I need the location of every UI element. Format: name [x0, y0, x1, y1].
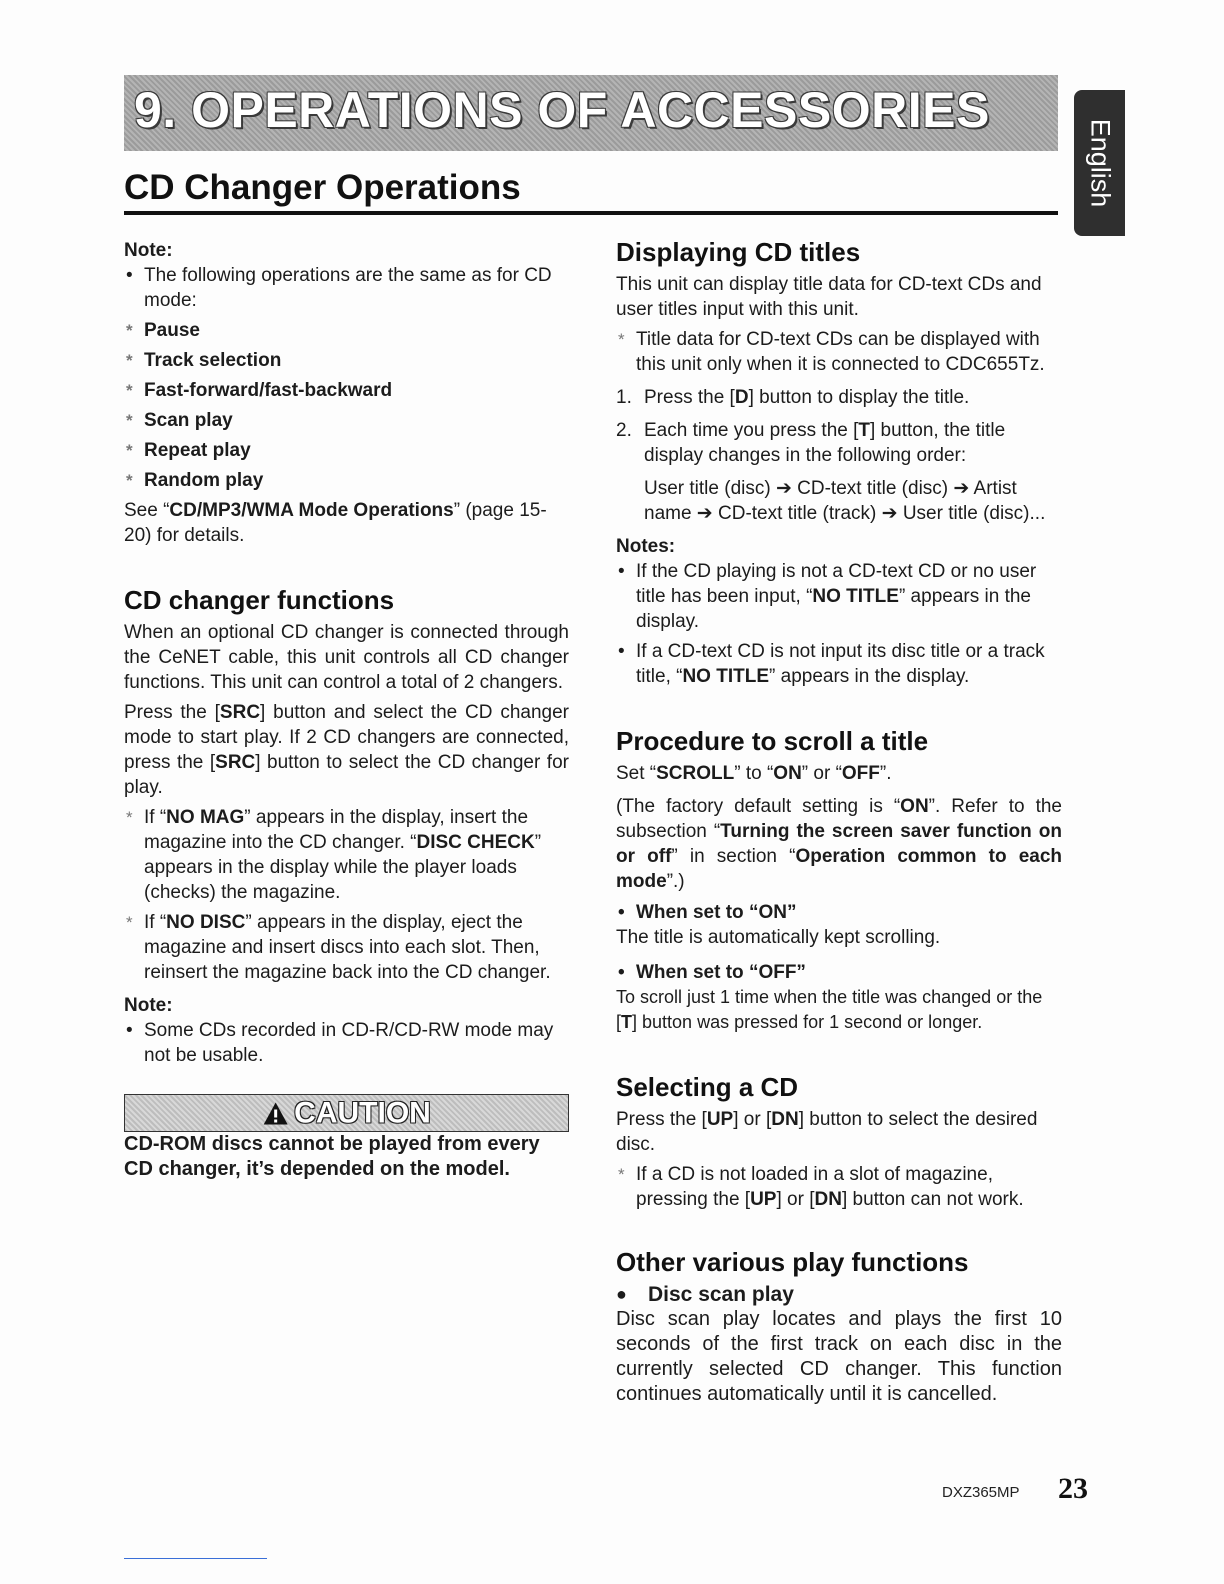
caution-banner [124, 1094, 569, 1132]
language-tab [1074, 90, 1125, 236]
note-bullet: • The following operations are the same as for CD mode: [124, 263, 569, 313]
star-note: * If a CD is not loaded in a slot of magazine, pressing the [UP] or [DN] button can not work. [616, 1162, 1062, 1212]
sub-heading: • When set to “OFF” [616, 960, 1062, 985]
operations-list [124, 318, 569, 493]
section-heading: Displaying CD titles [616, 237, 861, 267]
list-item: * Scan play [124, 408, 569, 433]
star-note: * If “NO MAG” appears in the display, insert the magazine into the CD changer. “DISC CHECK” appears in the display while the player loads (checks) the magazine. [124, 805, 569, 905]
page-title: CD Changer Operations [124, 168, 521, 207]
paragraph: This unit can display title data for CD-text CDs and user titles input with this unit. [616, 274, 1042, 320]
paragraph: (The factory default setting is “ON”. Refer to the subsection “Turning the screen saver function on or off” in section “Operation common to each mode”.) [616, 796, 1062, 892]
note-bullet: • Some CDs recorded in CD-R/CD-RW mode may not be usable. [124, 1018, 569, 1068]
reference-link: Turning the screen saver function on or off [616, 821, 1062, 867]
paragraph: Press the [SRC] button and select the CD changer mode to start play. If 2 CD changers are connected, press the [SRC] button to select the CD changer for play. [124, 702, 569, 798]
sub-heading: ● Disc scan play [616, 1282, 1062, 1307]
left-column [124, 238, 569, 1182]
note-bullet: • If a CD-text CD is not input its disc title or a track title, “NO TITLE” appears in the display. [616, 639, 1062, 689]
caution-text: CD-ROM discs cannot be played from every CD changer, it’s depended on the model. [124, 1133, 540, 1180]
note-bullet: • If the CD playing is not a CD-text CD or no user title has been input, “NO TITLE” appears in the display. [616, 559, 1062, 634]
note-heading: Note: [124, 240, 173, 261]
paragraph: Set “SCROLL” to “ON” or “OFF”. [616, 763, 892, 784]
list-item: * Fast-forward/fast-backward [124, 378, 569, 403]
list-item: * Pause [124, 318, 569, 343]
note-heading: Note: [124, 995, 173, 1016]
section-heading: Selecting a CD [616, 1072, 799, 1102]
model-number: DXZ365MP [942, 1484, 1020, 1501]
section-title: 9. OPERATIONS OF ACCESSORIES [134, 82, 990, 138]
section-heading: CD changer functions [124, 585, 395, 615]
footer-divider [124, 1558, 267, 1559]
step-item: 1. Press the [D] button to display the title. [616, 387, 970, 408]
paragraph: Disc scan play locates and plays the first 10 seconds of the first track on each disc in the currently selected CD changer. This function continues automatically until it is cancelled. [616, 1308, 1062, 1405]
paragraph: To scroll just 1 time when the title was changed or the [T] button was pressed for 1 second or longer. [616, 987, 1043, 1032]
list-item: * Track selection [124, 348, 569, 373]
paragraph: The title is automatically kept scrolling. [616, 927, 941, 948]
reference-link: CD/MP3/WMA Mode Operations [169, 500, 454, 521]
language-tab-label: English [1085, 118, 1115, 208]
page-number: 23 [1058, 1472, 1088, 1505]
star-note: * Title data for CD-text CDs can be displayed with this unit only when it is connected to CDC655Tz. [616, 327, 1062, 377]
list-item: * Random play [124, 468, 569, 493]
display-order: User title (disc) ➔ CD-text title (disc) ➔ Artist name ➔ CD-text title (track) ➔ User title (disc)... [644, 478, 1046, 524]
star-note: * If “NO DISC” appears in the display, eject the magazine and insert discs into each slot. Then, reinsert the magazine back into the CD changer. [124, 910, 569, 985]
paragraph: Press the [UP] or [DN] button to select the desired disc. [616, 1109, 1038, 1155]
list-item: * Repeat play [124, 438, 569, 463]
sub-heading: • When set to “ON” [616, 900, 1062, 925]
reference-link: Operation common to each mode [616, 846, 1062, 892]
section-heading: Other various play functions [616, 1247, 969, 1277]
step-item: 2. Each time you press the [T] button, the title display changes in the following order: [616, 420, 1006, 466]
section-banner [124, 75, 1058, 151]
right-column [616, 236, 1062, 1407]
paragraph: When an optional CD changer is connected through the CeNET cable, this unit controls all CD changer functions. This unit can control a total of 2 changers. [124, 622, 569, 693]
warning-icon [262, 1101, 288, 1125]
section-heading: Procedure to scroll a title [616, 726, 929, 756]
title-divider [124, 211, 1058, 215]
see-reference: See “CD/MP3/WMA Mode Operations” (page 15-20) for details. [124, 500, 547, 546]
notes-heading: Notes: [616, 536, 676, 557]
caution-label: CAUTION [294, 1096, 431, 1130]
